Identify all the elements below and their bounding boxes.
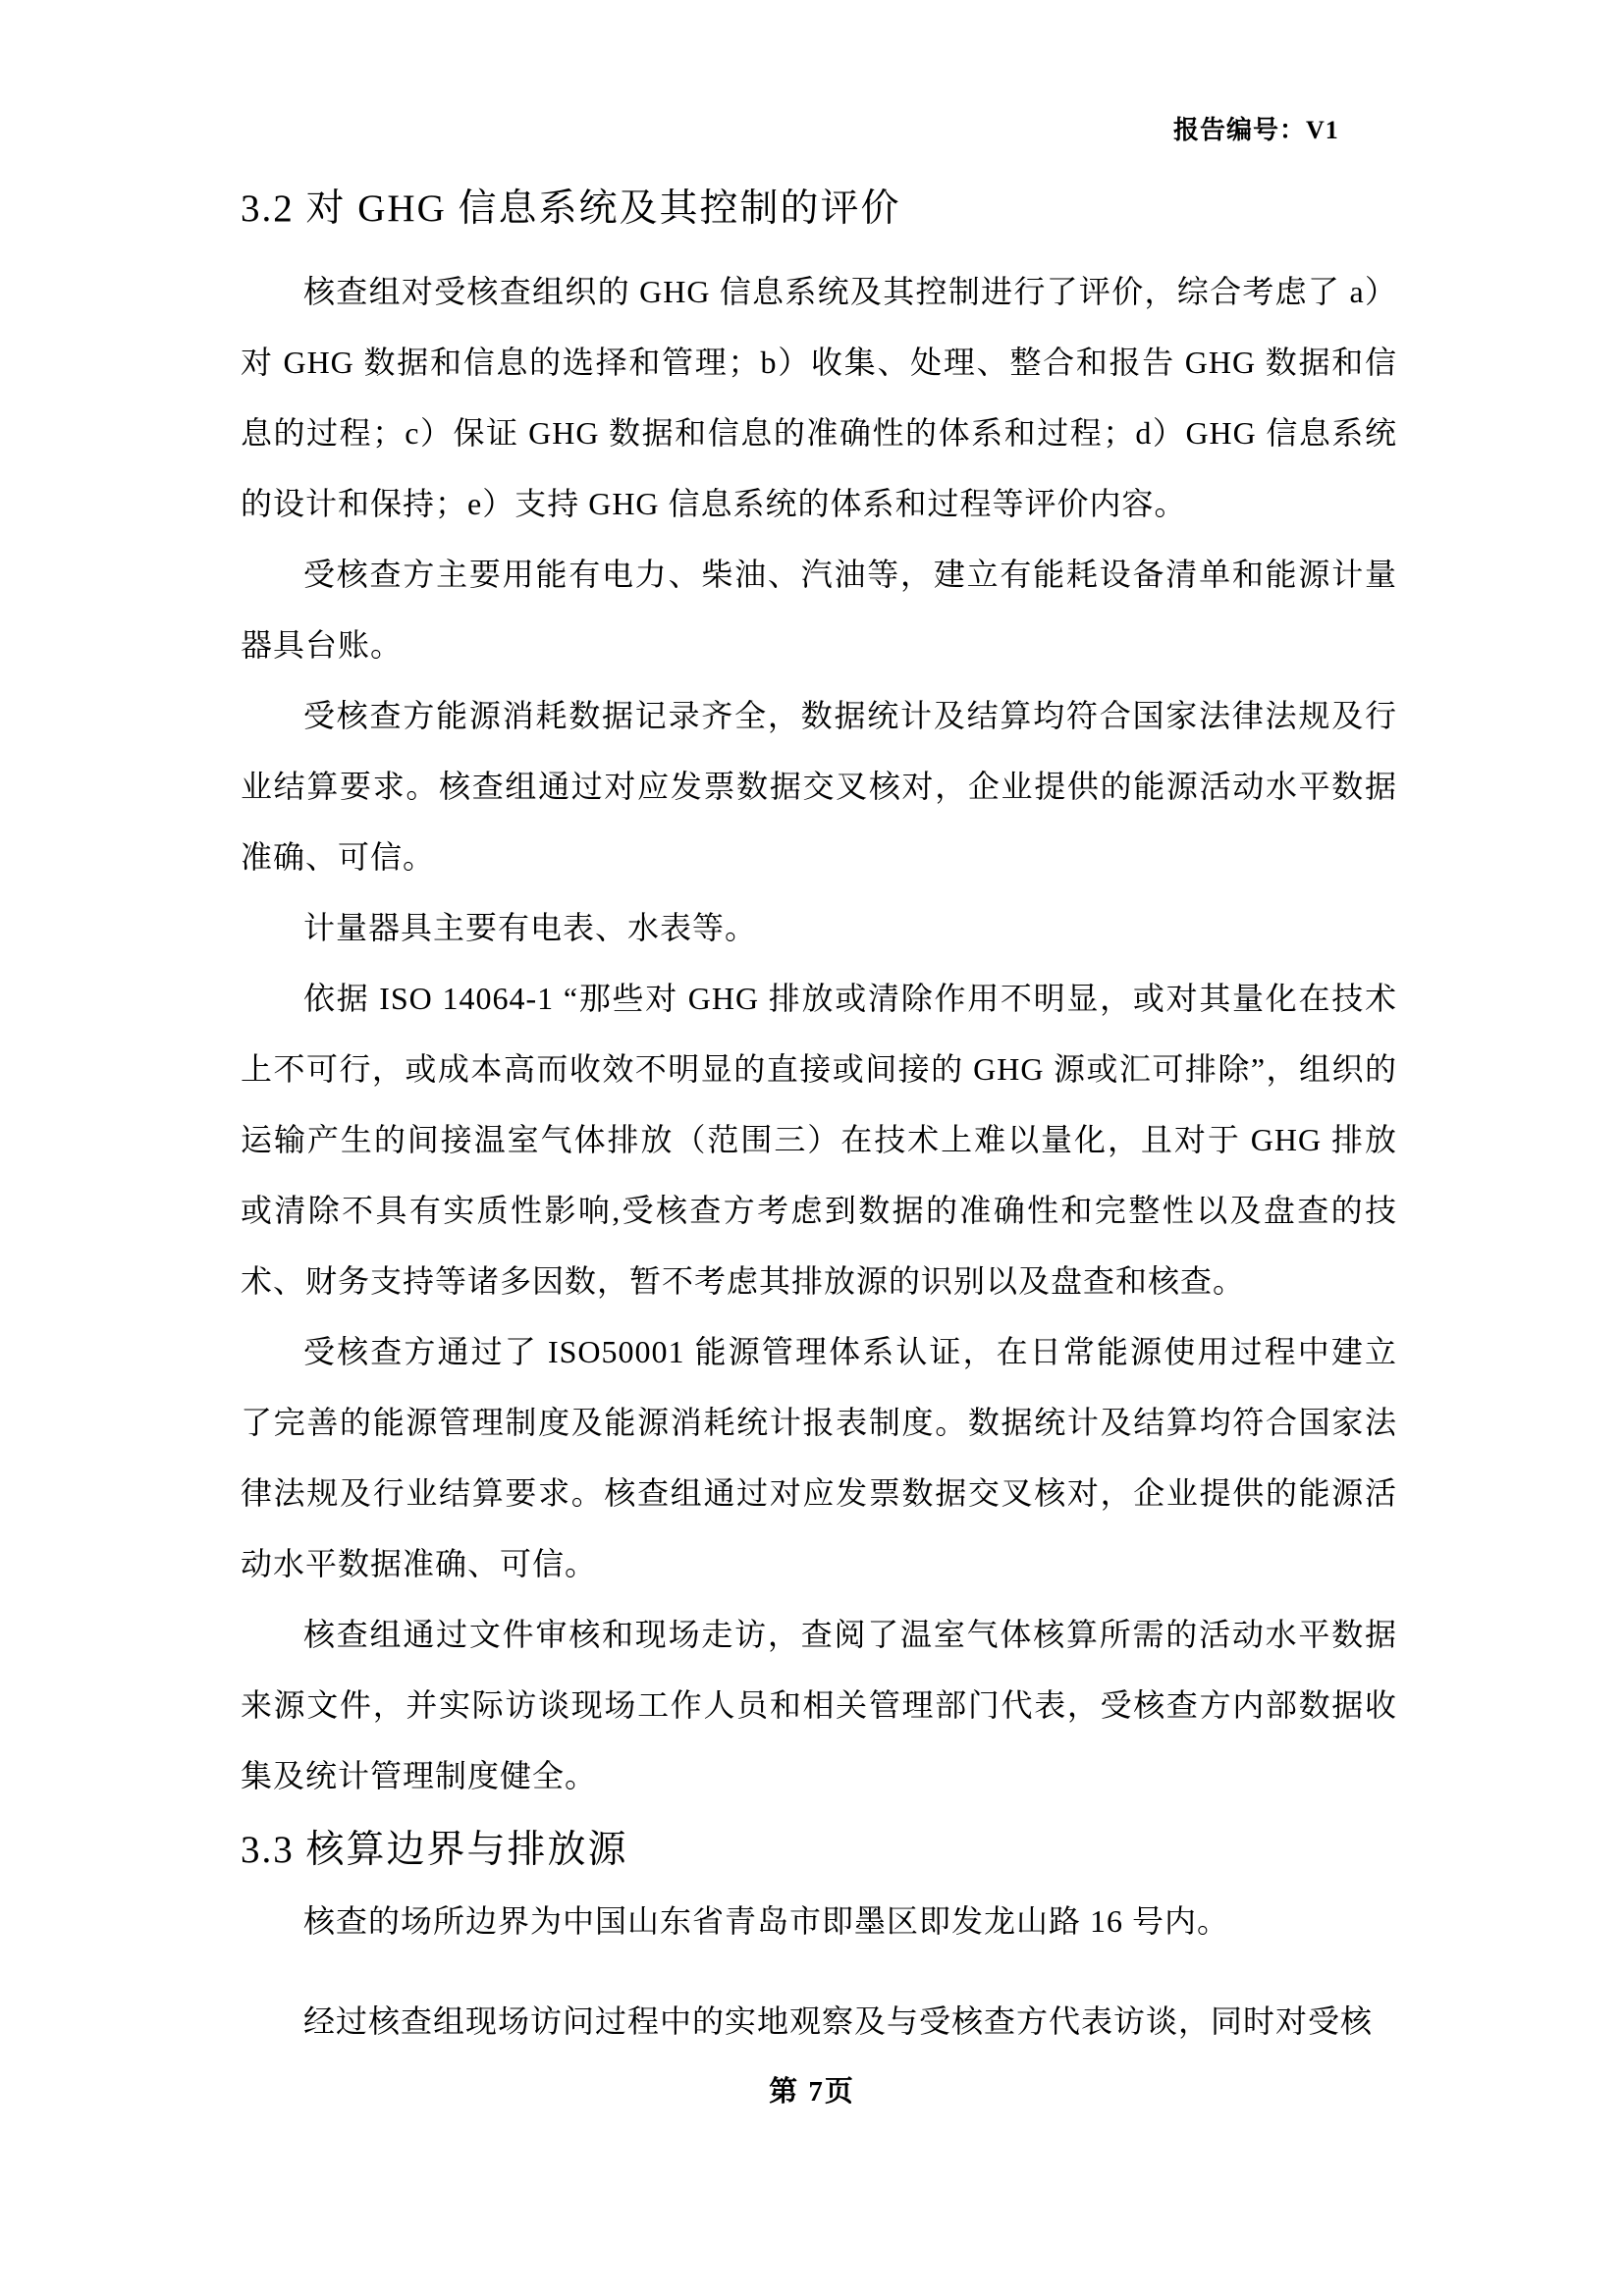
- paragraph-iso-50001-certification: 受核查方通过了 ISO50001 能源管理体系认证，在日常能源使用过程中建立了完善的能源管理制度及能源消耗统计报表制度。数据统计及结算均符合国家法律法规及行业结算要求。核查组通过对应发票数据交叉核对，企业提供的能源活动水平数据准确、可信。: [241, 1333, 1397, 1581]
- section-heading-3-3: 3.3 核算边界与排放源: [241, 1828, 628, 1871]
- paragraph-ghg-info-system-evaluation: 核查组对受核查组织的 GHG 信息系统及其控制进行了评价，综合考虑了 a）对 GHG 数据和信息的选择和管理；b）收集、处理、整合和报告 GHG 数据和信息的过程；c）保证 GHG 数据和信息的准确性的体系和过程；d）GHG 信息系统的设计和保持；e）支持 GHG 信息系统的体系和过程等评价内容。: [241, 273, 1397, 521]
- paragraph-energy-use-types: 受核查方主要用能有电力、柴油、汽油等，建立有能耗设备清单和能源计量器具台账。: [241, 556, 1397, 663]
- page-number-footer: 第 7页: [769, 2076, 855, 2108]
- paragraph-energy-data-records: 受核查方能源消耗数据记录齐全，数据统计及结算均符合国家法律法规及行业结算要求。核查组通过对应发票数据交叉核对，企业提供的能源活动水平数据准确、可信。: [241, 697, 1397, 875]
- section-heading-3-2: 3.2 对 GHG 信息系统及其控制的评价: [241, 187, 901, 230]
- paragraph-iso-14064-exclusion: 依据 ISO 14064-1 “那些对 GHG 排放或清除作用不明显，或对其量化在技术上不可行，或成本高而收效不明显的直接或间接的 GHG 源或汇可排除”，组织的运输产生的间接温室气体排放（范围三）在技术上难以量化，且对于 GHG 排放或清除不具有实质性影响,受核查方考虑到数据的准确性和完整性以及盘查的技术、财务支持等诸多因数，暂不考虑其排放源的识别以及盘查和核查。: [241, 980, 1397, 1299]
- paragraph-document-review-site-visit: 核查组通过文件审核和现场走访，查阅了温室气体核算所需的活动水平数据来源文件，并实际访谈现场工作人员和相关管理部门代表，受核查方内部数据收集及统计管理制度健全。: [241, 1616, 1397, 1793]
- report-number-header: 报告编号：V1: [1173, 116, 1339, 144]
- paragraph-metering-devices: 计量器具主要有电表、水表等。: [303, 909, 758, 945]
- paragraph-site-observation-partial: 经过核查组现场访问过程中的实地观察及与受核查方代表访谈，同时对受核: [303, 2002, 1374, 2039]
- page-content: [241, 185, 1397, 2056]
- paragraph-site-boundary: 核查的场所边界为中国山东省青岛市即墨区即发龙山路 16 号内。: [303, 1902, 1230, 1939]
